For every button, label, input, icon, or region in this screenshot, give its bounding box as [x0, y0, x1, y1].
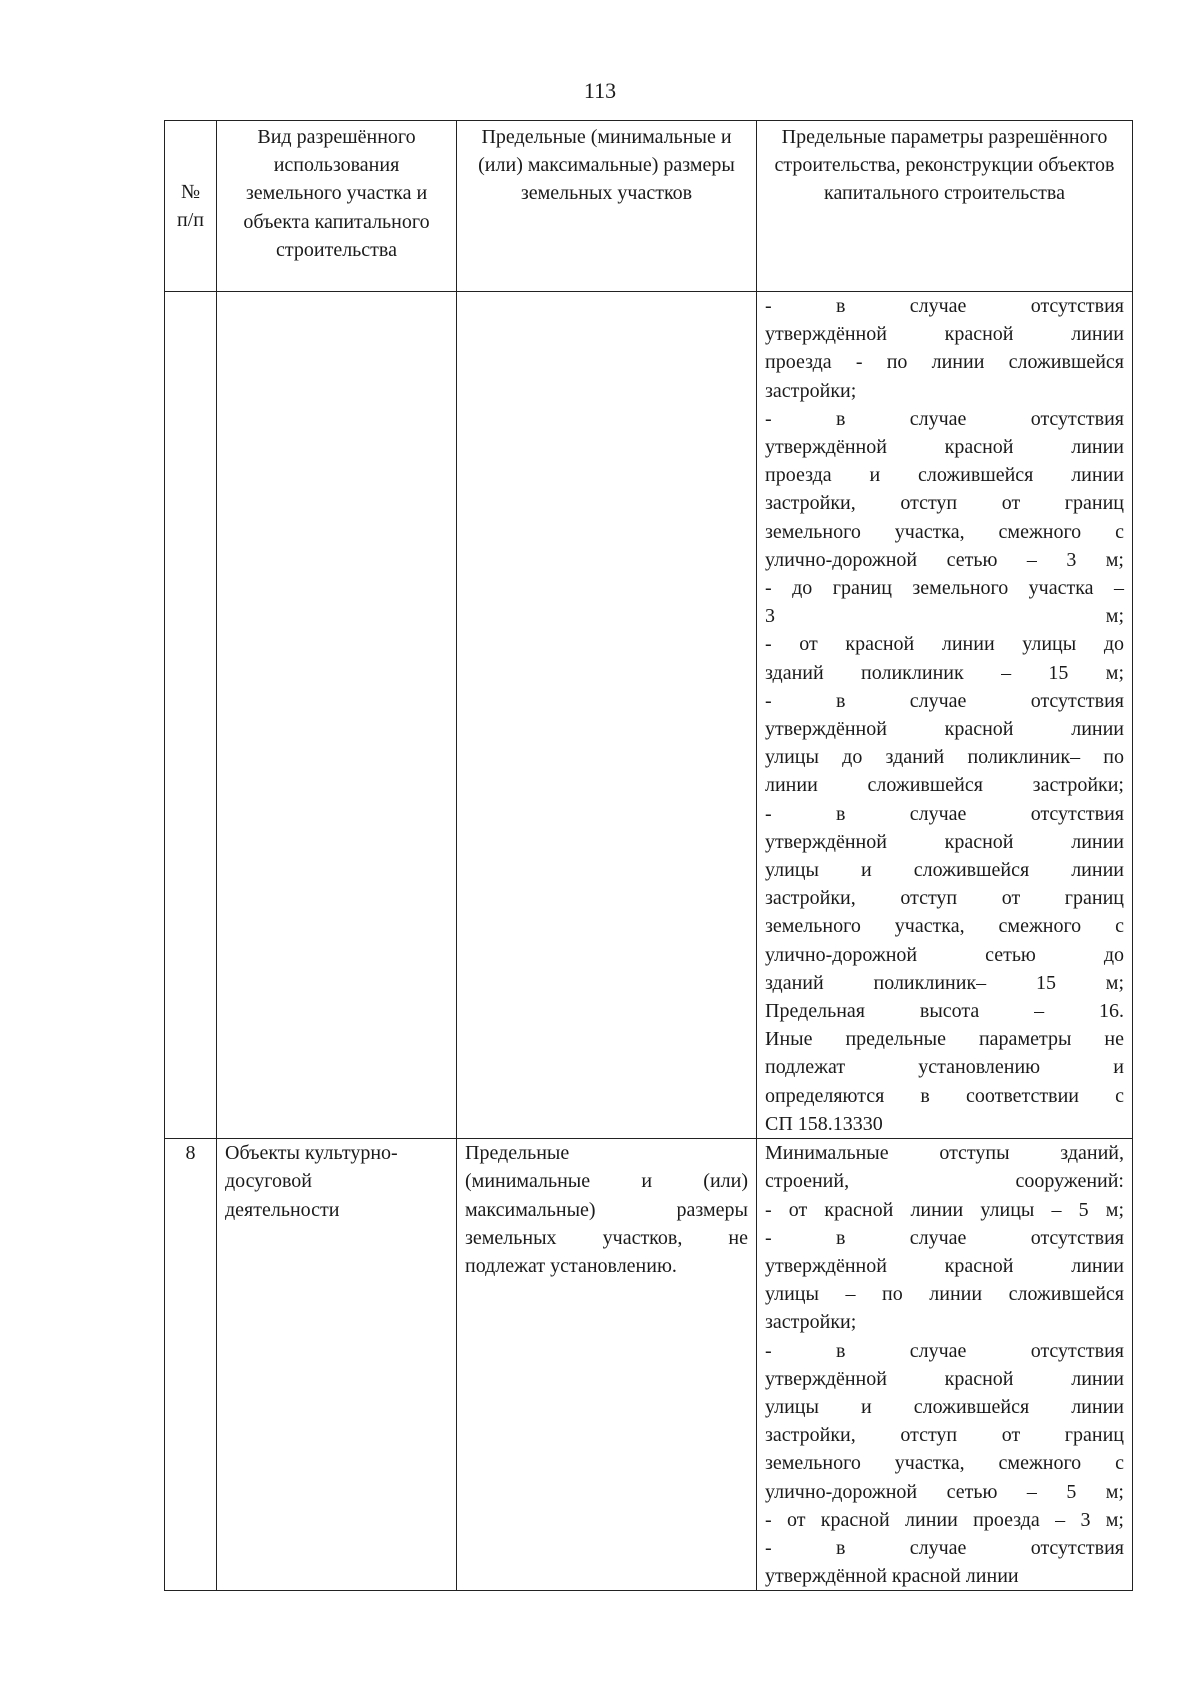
table-header-row [165, 121, 1133, 292]
text-line: проезда - по линии сложившейся [765, 351, 1124, 374]
text-line: проезда и сложившейся линии [765, 464, 1124, 487]
text-line: Минимальные отступы зданий, [765, 1142, 1124, 1165]
text-line: земельного участка, смежного с [765, 1452, 1124, 1475]
text-line: - в случае отсутствия [765, 802, 1124, 825]
plot-size-lines [465, 1139, 748, 1280]
cell-num [165, 292, 217, 1139]
regulations-table [164, 120, 1133, 1591]
text-line: улично-дорожной сетью – 5 м; [765, 1480, 1124, 1503]
text-line: максимальные) размеры [465, 1198, 748, 1221]
text-line: Объекты культурно- [225, 1142, 398, 1165]
header-num [165, 121, 217, 292]
text-line: - от красной линии улицы до [765, 633, 1124, 656]
text-line: - в случае отсутствия [765, 689, 1124, 712]
params-lines [765, 292, 1124, 1138]
text-line: утверждённой красной линии [765, 436, 1124, 459]
header-use-type: Вид разрешённого использования земельного участка и объекта капитального строительства [217, 121, 457, 292]
text-line: - в случае отсутствия [765, 1339, 1124, 1362]
header-plot-size: Предельные (минимальные и (или) максимальные) размеры земельных участков [457, 121, 757, 292]
text-line: (минимальные и (или) [465, 1170, 748, 1193]
text-line: - от красной линии улицы – 5 м; [765, 1198, 1124, 1221]
use-type-lines [225, 1139, 448, 1224]
cell-plot-size [457, 1139, 757, 1591]
text-line: зданий поликлиник– 15 м; [765, 971, 1124, 994]
text-line: улицы до зданий поликлиник– по [765, 746, 1124, 769]
text-line: - в случае отсутствия [765, 407, 1124, 430]
text-line: застройки, отступ от границ [765, 492, 1124, 515]
text-line: Предельные [465, 1142, 570, 1165]
text-line: улицы и сложившейся линии [765, 1395, 1124, 1418]
text-line: линии сложившейся застройки; [765, 774, 1124, 797]
text-line: Предельная высота – 16. [765, 1000, 1124, 1023]
text-line: утверждённой красной линии [765, 323, 1124, 346]
text-line: утверждённой красной линии [765, 718, 1124, 741]
cell-plot-size [457, 292, 757, 1139]
text-line: зданий поликлиник – 15 м; [765, 661, 1124, 684]
text-line: земельного участка, смежного с [765, 520, 1124, 543]
cell-use-type [217, 292, 457, 1139]
page-number: 113 [583, 78, 617, 103]
text-line: деятельности [225, 1198, 340, 1221]
text-line: улично-дорожной сетью – 3 м; [765, 548, 1124, 571]
text-line: - в случае отсутствия [765, 1226, 1124, 1249]
text-line: - в случае отсутствия [765, 295, 1124, 317]
cell-params [757, 292, 1133, 1139]
text-line: застройки; [765, 379, 857, 402]
text-line: земельных участков, не [465, 1226, 748, 1249]
text-line: подлежат установлению и [765, 1056, 1124, 1079]
cell-use-type [217, 1139, 457, 1591]
text-line: утверждённой красной линии [765, 1254, 1124, 1277]
text-line: улично-дорожной сетью до [765, 943, 1124, 966]
text-line: Иные предельные параметры не [765, 1028, 1124, 1051]
text-line: определяются в соответствии с [765, 1084, 1124, 1107]
header-params: Предельные параметры разрешённого строительства, реконструкции объектов капитального строительства [757, 121, 1133, 292]
text-line: утверждённой красной линии [765, 1565, 1019, 1588]
text-line: застройки; [765, 1311, 857, 1334]
text-line: улицы и сложившейся линии [765, 859, 1124, 882]
cell-params [757, 1139, 1133, 1591]
text-line: - в случае отсутствия [765, 1536, 1124, 1559]
text-line: досуговой [225, 1170, 313, 1193]
text-line: застройки, отступ от границ [765, 1424, 1124, 1447]
text-line: 3 м; [765, 605, 1124, 628]
text-line: СП 158.13330 [765, 1112, 883, 1135]
params-lines [765, 1139, 1124, 1590]
text-line: подлежат установлению. [465, 1254, 677, 1277]
text-line: улицы – по линии сложившейся [765, 1283, 1124, 1306]
text-line: утверждённой красной линии [765, 1367, 1124, 1390]
header-num-label: № п/п [177, 180, 204, 231]
text-line: строений, сооружений: [765, 1170, 1124, 1193]
text-line: земельного участка, смежного с [765, 915, 1124, 938]
text-line: - от красной линии проезда – 3 м; [765, 1508, 1124, 1531]
text-line: утверждённой красной линии [765, 830, 1124, 853]
cell-num: 8 [165, 1139, 217, 1591]
table-row-continuation [165, 292, 1133, 1139]
text-line: - до границ земельного участка – [765, 577, 1124, 600]
text-line: застройки, отступ от границ [765, 887, 1124, 910]
table-row-8 [165, 1139, 1133, 1591]
